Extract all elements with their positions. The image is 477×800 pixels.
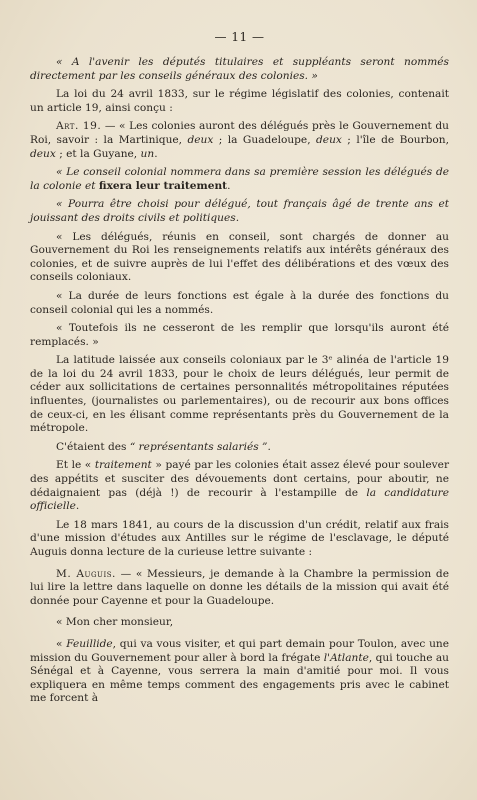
paragraph-mon-cher: « Mon cher monsieur, xyxy=(56,616,174,629)
traitement-end: . xyxy=(75,500,80,513)
article-deux-3: deux xyxy=(30,147,56,160)
paragraph-deputes: « A l'avenir les députés titulaires et suppléants seront nommés directement par les conseils généraux des colonies. » xyxy=(30,56,449,82)
article-text-a: — « Les colonies auront des délégués près le Gouvernement du Roi, savoir : la Martinique, xyxy=(30,120,449,146)
article-text-e: . xyxy=(154,147,158,160)
paragraph-18-mars: Le 18 mars 1841, au cours de la discussion d'un crédit, relatif aux frais d'une mission d'études aux Antilles sur le régime de l'esclavage, le député Auguis donna lecture de la curieuse lettre suivante : xyxy=(30,518,449,558)
conseil-bold: fixera leur traitement xyxy=(98,179,228,192)
feuillide-mid: , qui va vous visiter, et qui part demain pour Toulon, avec une mission du Gouvernement pour aller à bord la frégate xyxy=(30,637,449,664)
page-header: — 11 — xyxy=(214,30,265,44)
paragraph-delegues: « Les délégués, réunis en conseil, sont chargés de donner au Gouvernement du Roi les renseignements relatifs aux intérêts généraux des colonies, et de suivre auprès de lui l'effet des délibérations et des vœux des conseils coloniaux. xyxy=(30,230,449,284)
auguis-text: — « Messieurs, je demande à la Chambre la permission de lui lire la lettre dans laquelle on donne les détails de la mission qui avait été donnée pour Cayenne et pour la Guadeloupe. xyxy=(30,567,449,607)
article-deux-2: deux xyxy=(316,133,342,146)
paragraph-latitude: La latitude laissée aux conseils coloniaux par le 3ᵉ alinéa de l'article 19 de la loi du 24 avril 1833, pour le choix de leurs délégués, leur permit de céder aux sollicitations de certaines personnalités métropolitaines réputées influentes, (journalistes ou parlementaires), ou de recourir aux bons offices de ceux-ci, en les élisant comme représentants près du Gouvernement de la métropole. xyxy=(30,354,449,435)
traitement-italic: traitement xyxy=(94,459,152,472)
representants-italic: “ représentants salariés ” xyxy=(129,440,268,453)
article-label: Art. 19. xyxy=(56,120,102,133)
candidature-italic: la candidature officielle xyxy=(30,486,450,513)
conseil-end: . xyxy=(227,179,231,192)
paragraph-auguis xyxy=(30,568,449,609)
article-deux-1: deux xyxy=(187,133,214,146)
article-text-d: ; et la Guyane, xyxy=(55,147,141,160)
paragraph-loi-1833: La loi du 24 avril 1833, sur le régime législatif des colonies, contenait un article 19, ainsi conçu : xyxy=(30,88,449,114)
traitement-start: Et le « xyxy=(56,459,95,472)
paragraph-feuillide xyxy=(30,638,449,706)
representants-end: . xyxy=(267,440,271,453)
feuillide-end: , qui touche au Sénégal et à Cayenne, vous serrera la main d'amitié pour moi. Il vous expliquera en même temps comment des engagements pris avec le cabinet me forcent à xyxy=(30,651,449,705)
auguis-label: M. Auguis. xyxy=(56,567,116,580)
feuillide-italic: Feuillide xyxy=(66,637,113,650)
paragraph-toutefois: « Toutefois ils ne cesseront de les remplir que lorsqu'ils auront été remplacés. » xyxy=(30,322,449,348)
feuillide-start: « xyxy=(56,637,67,650)
representants-start: C'étaient des xyxy=(56,440,130,453)
paragraph-article-19 xyxy=(30,120,449,161)
article-un: un xyxy=(140,147,155,160)
paragraph-traitement xyxy=(30,459,449,513)
article-text-b: ; la Guadeloupe, xyxy=(213,133,317,146)
paragraph-duree: « La durée de leurs fonctions est égale à la durée des fonctions du conseil colonial qui les a nommés. xyxy=(30,289,449,316)
paragraph-representants xyxy=(30,441,449,455)
article-text-c: ; l'île de Bourbon, xyxy=(341,133,449,146)
paragraph-pourra: « Pourra être choisi pour délégué, tout français âgé de trente ans et jouissant des droits civils et politiques. xyxy=(30,198,449,224)
traitement-mid: » payé par les colonies était assez élevé pour soulever des appétits et susciter des dévouements dont certains, pour aboutir, ne dédaignaient pas (déjà !) de recourir à l'estampille de xyxy=(30,459,450,499)
atlante-italic: l'Atlante xyxy=(323,651,369,664)
paragraph-conseil-colonial xyxy=(30,166,449,193)
conseil-italic: « Le conseil colonial nommera dans sa première session les délégués de la colonie et xyxy=(30,166,449,192)
